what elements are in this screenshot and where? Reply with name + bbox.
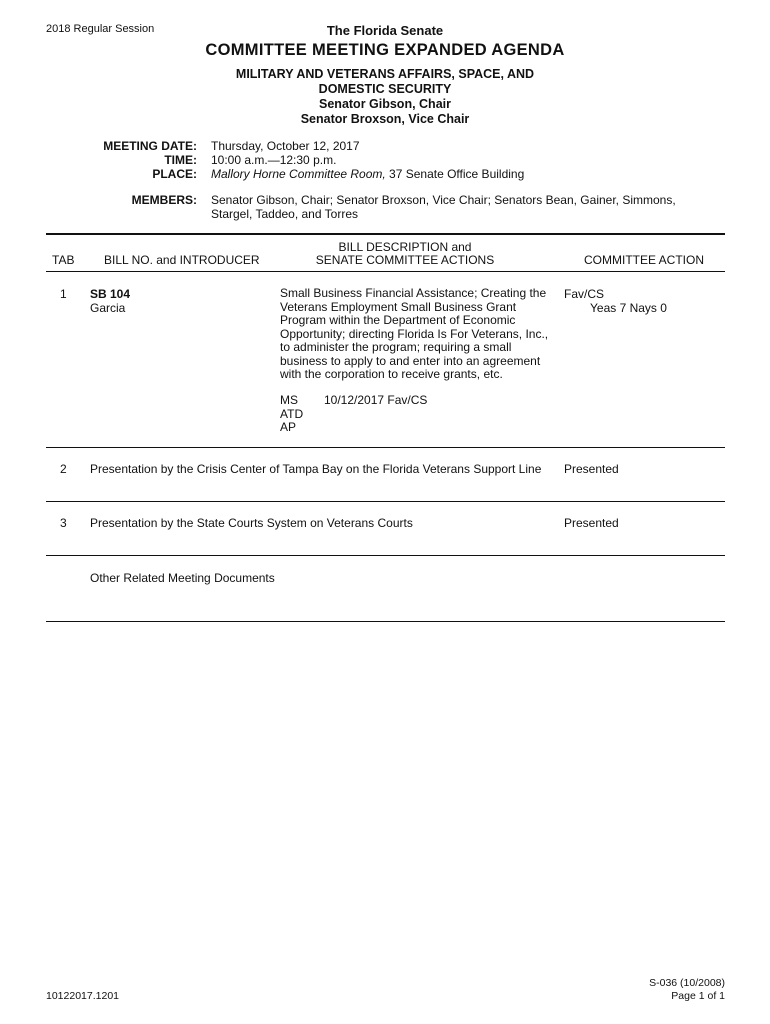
row2-rule bbox=[46, 501, 725, 502]
meeting-place-label: PLACE: bbox=[152, 167, 197, 181]
meeting-building: 37 Senate Office Building bbox=[385, 167, 525, 181]
meeting-time-label: TIME: bbox=[164, 153, 197, 167]
meeting-room: Mallory Horne Committee Room, bbox=[211, 167, 386, 181]
row3-tab: 3 bbox=[60, 516, 67, 530]
row1-committee-references bbox=[280, 394, 427, 435]
committee-vice-chair: Senator Broxson, Vice Chair bbox=[300, 112, 470, 126]
row3-description: Presentation by the State Courts System on Veterans Courts bbox=[90, 516, 413, 530]
col-header-desc-line1: BILL DESCRIPTION and bbox=[338, 240, 472, 254]
row1-action: Fav/CS bbox=[564, 287, 605, 301]
row3-action: Presented bbox=[564, 516, 619, 530]
meeting-date-value: Thursday, October 12, 2017 bbox=[211, 139, 360, 153]
row1-tab: 1 bbox=[60, 287, 67, 301]
col-header-action: COMMITTEE ACTION bbox=[584, 253, 704, 267]
row1-rule bbox=[46, 447, 725, 448]
row2-tab: 2 bbox=[60, 462, 67, 476]
row1-ref-ms-code: MS bbox=[280, 393, 298, 407]
session-label: 2018 Regular Session bbox=[46, 23, 155, 35]
row2-action: Presented bbox=[564, 462, 619, 476]
table-top-rule bbox=[46, 233, 725, 235]
col-header-tab: TAB bbox=[52, 253, 75, 267]
row2-description: Presentation by the Crisis Center of Tampa Bay on the Florida Veterans Support Line bbox=[90, 462, 542, 476]
other-related-documents-link[interactable]: Other Related Meeting Documents bbox=[90, 571, 275, 585]
form-number: S-036 (10/2008) bbox=[649, 977, 725, 989]
meeting-date-label: MEETING DATE: bbox=[103, 139, 197, 153]
page-number: Page 1 of 1 bbox=[671, 990, 725, 1002]
row1-ref-ap: AP bbox=[280, 420, 297, 434]
col-header-bill: BILL NO. and INTRODUCER bbox=[104, 253, 260, 267]
table-header-rule bbox=[46, 271, 725, 272]
meeting-time-value: 10:00 a.m.—12:30 p.m. bbox=[211, 153, 337, 167]
table-bottom-rule bbox=[46, 621, 725, 622]
senate-name: The Florida Senate bbox=[326, 23, 444, 38]
meeting-place-value bbox=[211, 167, 524, 181]
members-value: Senator Gibson, Chair; Senator Broxson, Vice Chair; Senators Bean, Gainer, Simmons, Stargel, Taddeo, and Torres bbox=[211, 193, 676, 221]
committee-name-line1: MILITARY AND VETERANS AFFAIRS, SPACE, AND bbox=[235, 67, 535, 81]
page-title: COMMITTEE MEETING EXPANDED AGENDA bbox=[205, 41, 565, 59]
document-id: 10122017.1201 bbox=[46, 990, 119, 1002]
row3-rule bbox=[46, 555, 725, 556]
row1-ref-ms bbox=[280, 394, 427, 408]
committee-block bbox=[0, 67, 770, 127]
col-header-desc-line2: SENATE COMMITTEE ACTIONS bbox=[315, 253, 495, 267]
committee-chair: Senator Gibson, Chair bbox=[319, 97, 451, 111]
row1-description: Small Business Financial Assistance; Creating the Veterans Employment Small Business Grant Program within the Department of Economic Opportunity; directing Florida Is For Veterans, Inc., to administer the program; requiring a small business to apply to and enter into an agreement with the corporation to receive grants, etc. bbox=[280, 286, 549, 381]
row1-votes: Yeas 7 Nays 0 bbox=[590, 301, 667, 315]
committee-name-line2: DOMESTIC SECURITY bbox=[318, 82, 452, 96]
row1-bill-number[interactable]: SB 104 bbox=[90, 287, 131, 301]
row1-introducer: Garcia bbox=[90, 301, 126, 315]
row1-ref-atd: ATD bbox=[280, 406, 304, 421]
members-label: MEMBERS: bbox=[131, 193, 197, 207]
row1-ref-ms-action: 10/12/2017 Fav/CS bbox=[324, 393, 428, 407]
